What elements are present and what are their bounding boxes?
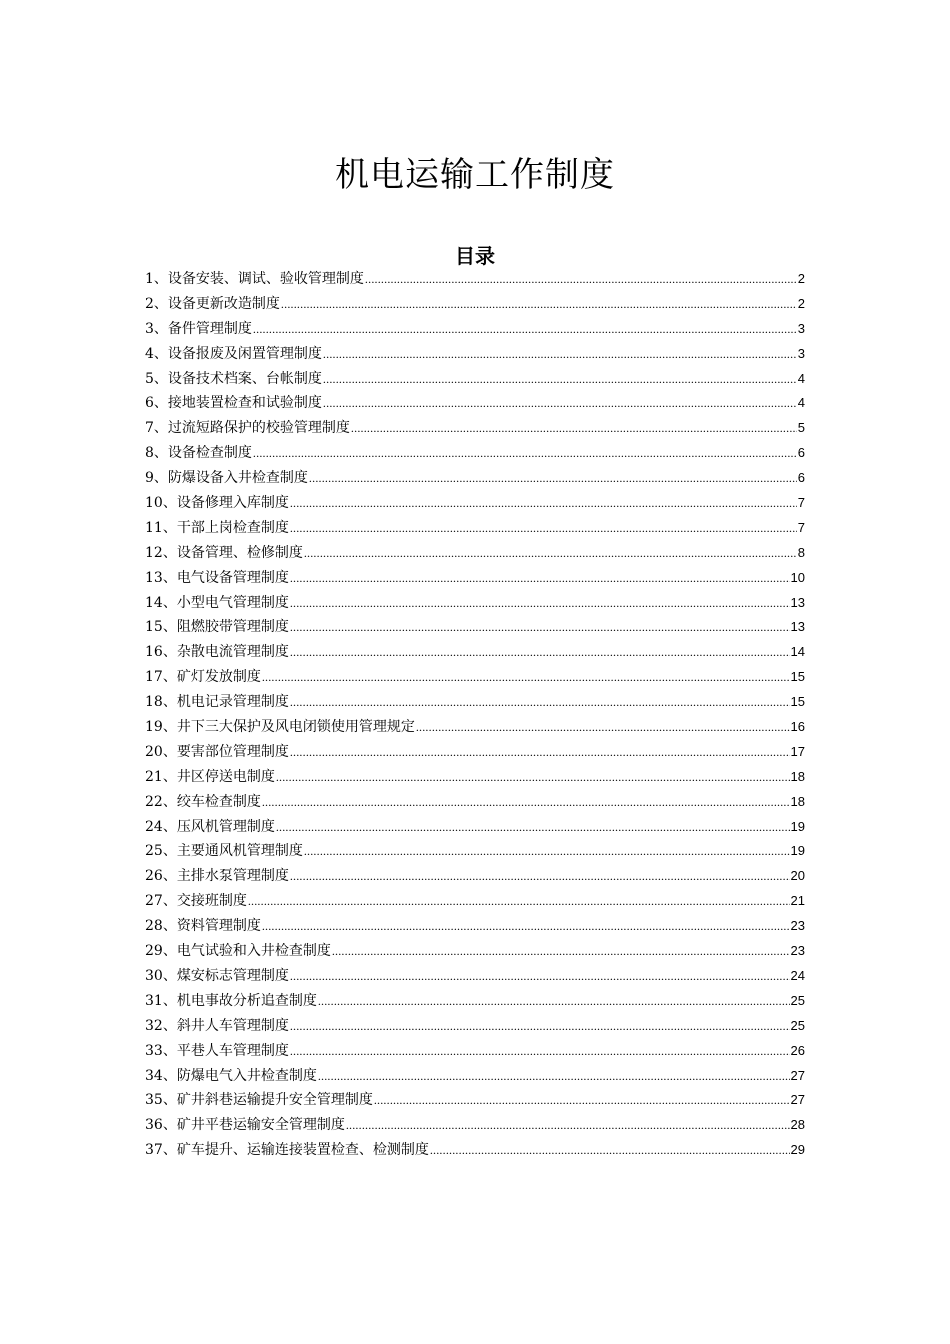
toc-entry-label: 5、设备技术档案、台帐制度	[145, 370, 322, 387]
toc-entry[interactable]	[145, 342, 805, 367]
toc-entry[interactable]	[145, 516, 805, 541]
toc-entry-page-number: 8	[797, 544, 805, 560]
toc-dot-leader	[262, 665, 790, 690]
toc-entry-label: 14、小型电气管理制度	[145, 594, 289, 611]
toc-dot-leader	[416, 715, 790, 740]
toc-entry[interactable]	[145, 1113, 805, 1138]
toc-dot-leader	[253, 317, 797, 342]
toc-entry-label: 33、平巷人车管理制度	[145, 1042, 289, 1059]
toc-entry-page-number: 14	[790, 644, 805, 660]
toc-entry[interactable]	[145, 715, 805, 740]
toc-entry-label: 29、电气试验和入井检查制度	[145, 943, 331, 960]
toc-entry-label: 20、要害部位管理制度	[145, 743, 289, 760]
toc-entry[interactable]	[145, 292, 805, 317]
toc-entry-page-number: 2	[797, 271, 805, 286]
toc-entry[interactable]	[145, 466, 805, 491]
toc-entry-page-number: 4	[797, 395, 805, 411]
toc-entry-page-number: 24	[790, 967, 805, 983]
toc-entry[interactable]	[145, 790, 805, 815]
toc-entry-page-number: 23	[790, 943, 805, 959]
toc-entry-label: 25、主要通风机管理制度	[145, 843, 303, 860]
toc-entry-label: 9、防爆设备入井检查制度	[145, 470, 308, 487]
toc-dot-leader	[374, 1088, 790, 1113]
toc-dot-leader	[290, 1014, 790, 1039]
toc-entry-label: 21、井区停送电制度	[145, 768, 275, 785]
toc-entry[interactable]	[145, 1039, 805, 1064]
document-title: 机电运输工作制度	[335, 154, 615, 195]
toc-entry-page-number: 18	[790, 793, 805, 809]
toc-entry[interactable]	[145, 491, 805, 516]
toc-entry-label: 24、压风机管理制度	[145, 818, 275, 835]
toc-entry-label: 1、设备安装、调试、验收管理制度	[145, 271, 364, 287]
toc-entry[interactable]	[145, 367, 805, 392]
toc-dot-leader	[351, 416, 797, 441]
toc-dot-leader	[309, 466, 797, 491]
toc-entry-page-number: 25	[790, 992, 805, 1008]
toc-entry-label: 6、接地装置检查和试验制度	[145, 395, 322, 412]
toc-dot-leader	[290, 566, 790, 591]
toc-entry[interactable]	[145, 864, 805, 889]
toc-dot-leader	[323, 391, 797, 416]
toc-dot-leader	[346, 1113, 790, 1138]
toc-dot-leader	[290, 690, 790, 715]
toc-entry-label: 7、过流短路保护的校验管理制度	[145, 420, 350, 437]
toc-entry-label: 28、资料管理制度	[145, 918, 261, 935]
toc-entry[interactable]	[145, 1014, 805, 1039]
toc-dot-leader	[290, 964, 790, 989]
toc-dot-leader	[304, 541, 797, 566]
toc-dot-leader	[318, 1064, 790, 1089]
toc-dot-leader	[262, 790, 790, 815]
toc-entry-label: 8、设备检查制度	[145, 445, 252, 462]
toc-entry-page-number: 15	[790, 694, 805, 710]
toc-entry[interactable]	[145, 740, 805, 765]
toc-entry-label: 32、斜井人车管理制度	[145, 1017, 289, 1034]
toc-entry-label: 27、交接班制度	[145, 893, 247, 910]
toc-entry-label: 2、设备更新改造制度	[145, 295, 280, 312]
toc-dot-leader	[290, 491, 797, 516]
toc-entry-page-number: 15	[790, 669, 805, 685]
toc-dot-leader	[262, 914, 790, 939]
toc-entry-page-number: 5	[797, 420, 805, 436]
toc-dot-leader	[290, 1039, 790, 1064]
toc-entry[interactable]	[145, 1064, 805, 1089]
toc-entry-label: 35、矿井斜巷运输提升安全管理制度	[145, 1092, 373, 1109]
toc-dot-leader	[276, 765, 790, 790]
toc-entry-page-number: 13	[790, 594, 805, 610]
toc-entry[interactable]	[145, 939, 805, 964]
toc-dot-leader	[323, 367, 797, 392]
toc-entry[interactable]	[145, 889, 805, 914]
toc-entry[interactable]	[145, 914, 805, 939]
toc-dot-leader	[253, 441, 797, 466]
toc-entry[interactable]	[145, 317, 805, 342]
toc-entry[interactable]	[145, 665, 805, 690]
toc-dot-leader	[290, 864, 790, 889]
toc-entry-page-number: 10	[790, 569, 805, 585]
toc-entry[interactable]	[145, 591, 805, 616]
toc-entry[interactable]	[145, 391, 805, 416]
toc-entry-page-number: 4	[797, 370, 805, 386]
toc-dot-leader	[290, 516, 797, 541]
toc-entry-page-number: 6	[797, 445, 805, 461]
toc-heading: 目录	[455, 243, 495, 268]
toc-entry-label: 12、设备管理、检修制度	[145, 544, 303, 561]
toc-entry[interactable]	[145, 1138, 805, 1163]
toc-dot-leader	[430, 1138, 790, 1163]
toc-entry-page-number: 6	[797, 470, 805, 486]
toc-dot-leader	[318, 989, 790, 1014]
toc-entry-label: 13、电气设备管理制度	[145, 569, 289, 586]
toc-entry-page-number: 3	[797, 320, 805, 336]
toc-dot-leader	[290, 591, 790, 616]
toc-entry[interactable]	[145, 1088, 805, 1113]
toc-entry-label: 26、主排水泵管理制度	[145, 868, 289, 885]
toc-entry-page-number: 13	[790, 619, 805, 635]
toc-entry-label: 18、机电记录管理制度	[145, 694, 289, 711]
toc-entry[interactable]	[145, 416, 805, 441]
toc-entry-label: 17、矿灯发放制度	[145, 669, 261, 686]
toc-dot-leader	[365, 267, 797, 292]
toc-entry-page-number: 16	[790, 719, 805, 735]
toc-entry[interactable]	[145, 615, 805, 640]
toc-dot-leader	[290, 615, 790, 640]
toc-entry-label: 4、设备报废及闲置管理制度	[145, 345, 322, 362]
toc-entry[interactable]	[145, 765, 805, 790]
toc-entry-label: 10、设备修理入库制度	[145, 495, 289, 512]
toc-entry-label: 30、煤安标志管理制度	[145, 967, 289, 984]
toc-entry-page-number: 25	[790, 1017, 805, 1033]
table-of-contents	[145, 267, 805, 1163]
toc-entry[interactable]	[145, 989, 805, 1014]
toc-entry[interactable]	[145, 964, 805, 989]
toc-entry-label: 36、矿井平巷运输安全管理制度	[145, 1117, 345, 1134]
toc-entry-label: 11、干部上岗检查制度	[145, 519, 289, 536]
toc-entry-page-number: 3	[797, 345, 805, 361]
toc-entry[interactable]	[145, 640, 805, 665]
toc-entry[interactable]	[145, 541, 805, 566]
toc-dot-leader	[304, 839, 790, 864]
toc-entry-page-number: 17	[790, 743, 805, 759]
toc-dot-leader	[276, 815, 790, 840]
toc-entry-page-number: 19	[790, 818, 805, 834]
toc-entry-label: 15、阻燃胶带管理制度	[145, 619, 289, 636]
toc-entry-page-number: 2	[797, 295, 805, 311]
toc-entry[interactable]	[145, 441, 805, 466]
toc-entry-label: 34、防爆电气入井检查制度	[145, 1067, 317, 1084]
toc-entry-label: 19、井下三大保护及风电闭锁使用管理规定	[145, 719, 415, 736]
toc-entry[interactable]	[145, 815, 805, 840]
toc-dot-leader	[290, 640, 790, 665]
toc-dot-leader	[248, 889, 790, 914]
toc-entry-label: 22、绞车检查制度	[145, 793, 261, 810]
toc-dot-leader	[290, 740, 790, 765]
toc-entry-page-number: 23	[790, 918, 805, 934]
toc-dot-leader	[323, 342, 797, 367]
toc-entry-label: 3、备件管理制度	[145, 320, 252, 337]
toc-entry[interactable]	[145, 267, 805, 292]
toc-entry-page-number: 27	[790, 1092, 805, 1108]
toc-entry[interactable]	[145, 839, 805, 864]
toc-entry-label: 16、杂散电流管理制度	[145, 644, 289, 661]
toc-entry-page-number: 7	[797, 495, 805, 511]
toc-entry-label: 31、机电事故分析追查制度	[145, 992, 317, 1009]
toc-entry[interactable]	[145, 566, 805, 591]
toc-entry-page-number: 28	[790, 1117, 805, 1133]
toc-entry-page-number: 7	[797, 519, 805, 535]
toc-entry[interactable]	[145, 690, 805, 715]
toc-entry-page-number: 21	[790, 893, 805, 909]
toc-entry-page-number: 26	[790, 1042, 805, 1058]
toc-entry-label: 37、矿车提升、运输连接装置检查、检测制度	[145, 1142, 429, 1159]
toc-entry-page-number: 18	[790, 768, 805, 784]
toc-entry-page-number: 29	[790, 1142, 805, 1158]
toc-dot-leader	[281, 292, 797, 317]
toc-entry-page-number: 19	[790, 843, 805, 859]
toc-entry-page-number: 20	[790, 868, 805, 884]
toc-dot-leader	[332, 939, 790, 964]
toc-entry-page-number: 27	[790, 1067, 805, 1083]
